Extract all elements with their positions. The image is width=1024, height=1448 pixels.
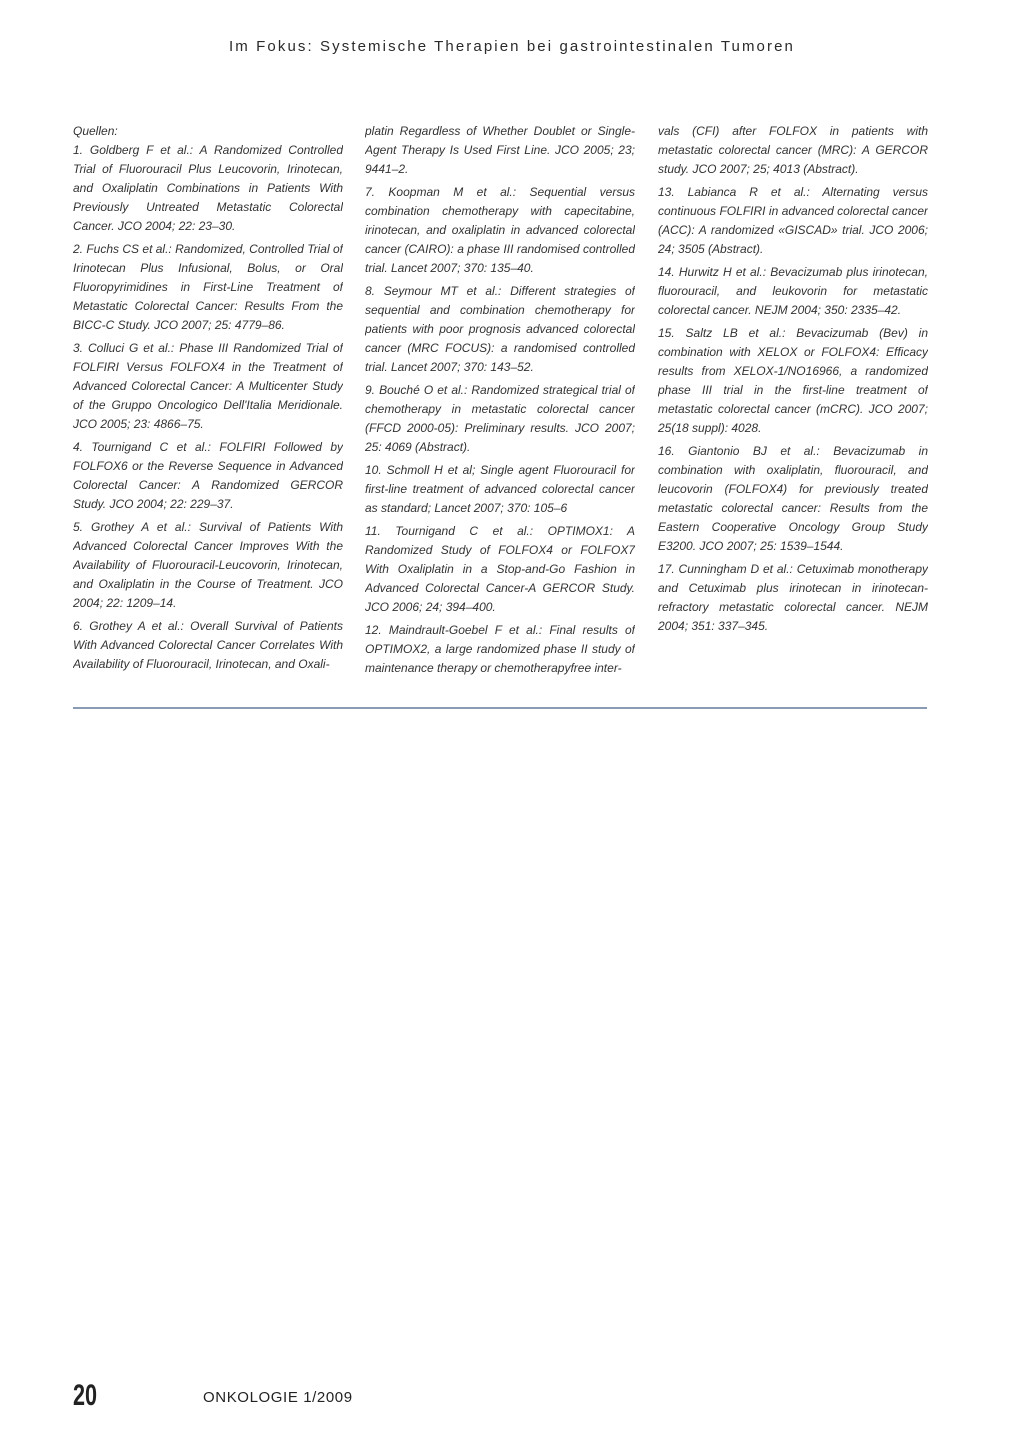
reference-item: 4. Tournigand C et al.: FOLFIRI Followed by FOLFOX6 or the Reverse Sequence in Advanced Colorectal Cancer: A Randomized GERCOR Study. JCO 2004; 22: 229–37.: [73, 440, 343, 511]
reference-item: 9. Bouché O et al.: Randomized strategical trial of chemotherapy in metastatic colorectal cancer (FFCD 2000-05): Preliminary results. JCO 2007; 25: 4069 (Abstract).: [365, 383, 635, 454]
reference-item: vals (CFI) after FOLFOX in patients with metastatic colorectal cancer (MRC): A GERCOR study. JCO 2007; 25; 4013 (Abstract).: [658, 124, 928, 176]
running-header: Im Fokus: Systemische Therapien bei gastrointestinalen Tumoren: [229, 38, 795, 55]
reference-item: 11. Tournigand C et al.: OPTIMOX1: A Randomized Study of FOLFOX4 or FOLFOX7 With Oxaliplatin in a Stop-and-Go Fashion in Advanced Colorectal Cancer-A GERCOR Study. JCO 2006; 24; 394–400.: [365, 524, 635, 614]
references-section: [73, 122, 927, 682]
references-column-2: [365, 122, 635, 682]
journal-issue: ONKOLOGIE 1/2009: [203, 1389, 353, 1406]
section-divider: [73, 707, 927, 709]
reference-item: 17. Cunningham D et al.: Cetuximab monotherapy and Cetuximab plus irinotecan in irinotecan-refractory metastatic colorectal cancer. NEJM 2004; 351: 337–345.: [658, 562, 928, 633]
reference-item: platin Regardless of Whether Doublet or Single-Agent Therapy Is Used First Line. JCO 2005; 23; 9441–2.: [365, 124, 635, 176]
reference-item: 6. Grothey A et al.: Overall Survival of Patients With Advanced Colorectal Cancer Correlates With Availability of Fluorouracil, Irinotecan, and Oxali-: [73, 619, 343, 671]
reference-item: 10. Schmoll H et al; Single agent Fluorouracil for first-line treatment of advanced colorectal cancer as standard; Lancet 2007; 370: 105–6: [365, 463, 635, 515]
reference-item: 3. Colluci G et al.: Phase III Randomized Trial of FOLFIRI Versus FOLFOX4 in the Treatment of Advanced Colorectal Cancer: A Multicenter Study of the Gruppo Oncologico Dell'Italia Meridionale. JCO 2005; 23: 4866–75.: [73, 341, 343, 431]
reference-item: 12. Maindrault-Goebel F et al.: Final results of OPTIMOX2, a large randomized phase II study of maintenance therapy or chemotherapyfree inter-: [365, 623, 635, 675]
references-heading: Quellen:: [73, 124, 118, 138]
reference-item: 14. Hurwitz H et al.: Bevacizumab plus irinotecan, fluorouracil, and leukovorin for metastatic colorectal cancer. NEJM 2004; 350: 2335–42.: [658, 265, 928, 317]
reference-item: 2. Fuchs CS et al.: Randomized, Controlled Trial of Irinotecan Plus Infusional, Bolus, or Oral Fluoropyrimidines in First-Line Treatment of Metastatic Colorectal Cancer: Results From the BICC-C Study. JCO 2007; 25: 4779–86.: [73, 242, 343, 332]
reference-item: 8. Seymour MT et al.: Different strategies of sequential and combination chemotherapy for patients with poor prognosis advanced colorectal cancer (MRC FOCUS): a randomised controlled trial. Lancet 2007; 370: 143–52.: [365, 284, 635, 374]
reference-item: 1. Goldberg F et al.: A Randomized Controlled Trial of Fluorouracil Plus Leucovorin, Irinotecan, and Oxaliplatin Combinations in Patients With Previously Untreated Metastatic Colorectal Cancer. JCO 2004; 22: 23–30.: [73, 143, 343, 233]
reference-item: 15. Saltz LB et al.: Bevacizumab (Bev) in combination with XELOX or FOLFOX4: Efficacy results from XELOX-1/NO16966, a randomized phase III trial in the first-line treatment of metastatic colorectal cancer (mCRC). JCO 2007; 25(18 suppl): 4028.: [658, 326, 928, 435]
references-column-3: [658, 122, 928, 682]
reference-item: 13. Labianca R et al.: Alternating versus continuous FOLFIRI in advanced colorectal cancer (ACC): A randomized «GISCAD» trial. JCO 2006; 24; 3505 (Abstract).: [658, 185, 928, 256]
page-number: 20: [73, 1379, 98, 1412]
references-column-1: [73, 122, 343, 682]
reference-item: 16. Giantonio BJ et al.: Bevacizumab in combination with oxaliplatin, fluorouracil, and leucovorin (FOLFOX4) for previously treated metastatic colorectal cancer: Results from the Eastern Cooperative Oncology Group Study E3200. JCO 2007; 25: 1539–1544.: [658, 444, 928, 553]
reference-item: 7. Koopman M et al.: Sequential versus combination chemotherapy with capecitabine, irinotecan, and oxaliplatin in advanced colorectal cancer (CAIRO): a phase III randomised controlled trial. Lancet 2007; 370: 135–40.: [365, 185, 635, 275]
reference-item: 5. Grothey A et al.: Survival of Patients With Advanced Colorectal Cancer Improves With the Availability of Fluorouracil-Leucovorin, Irinotecan, and Oxaliplatin in the Course of Treatment. JCO 2004; 22: 1209–14.: [73, 520, 343, 610]
